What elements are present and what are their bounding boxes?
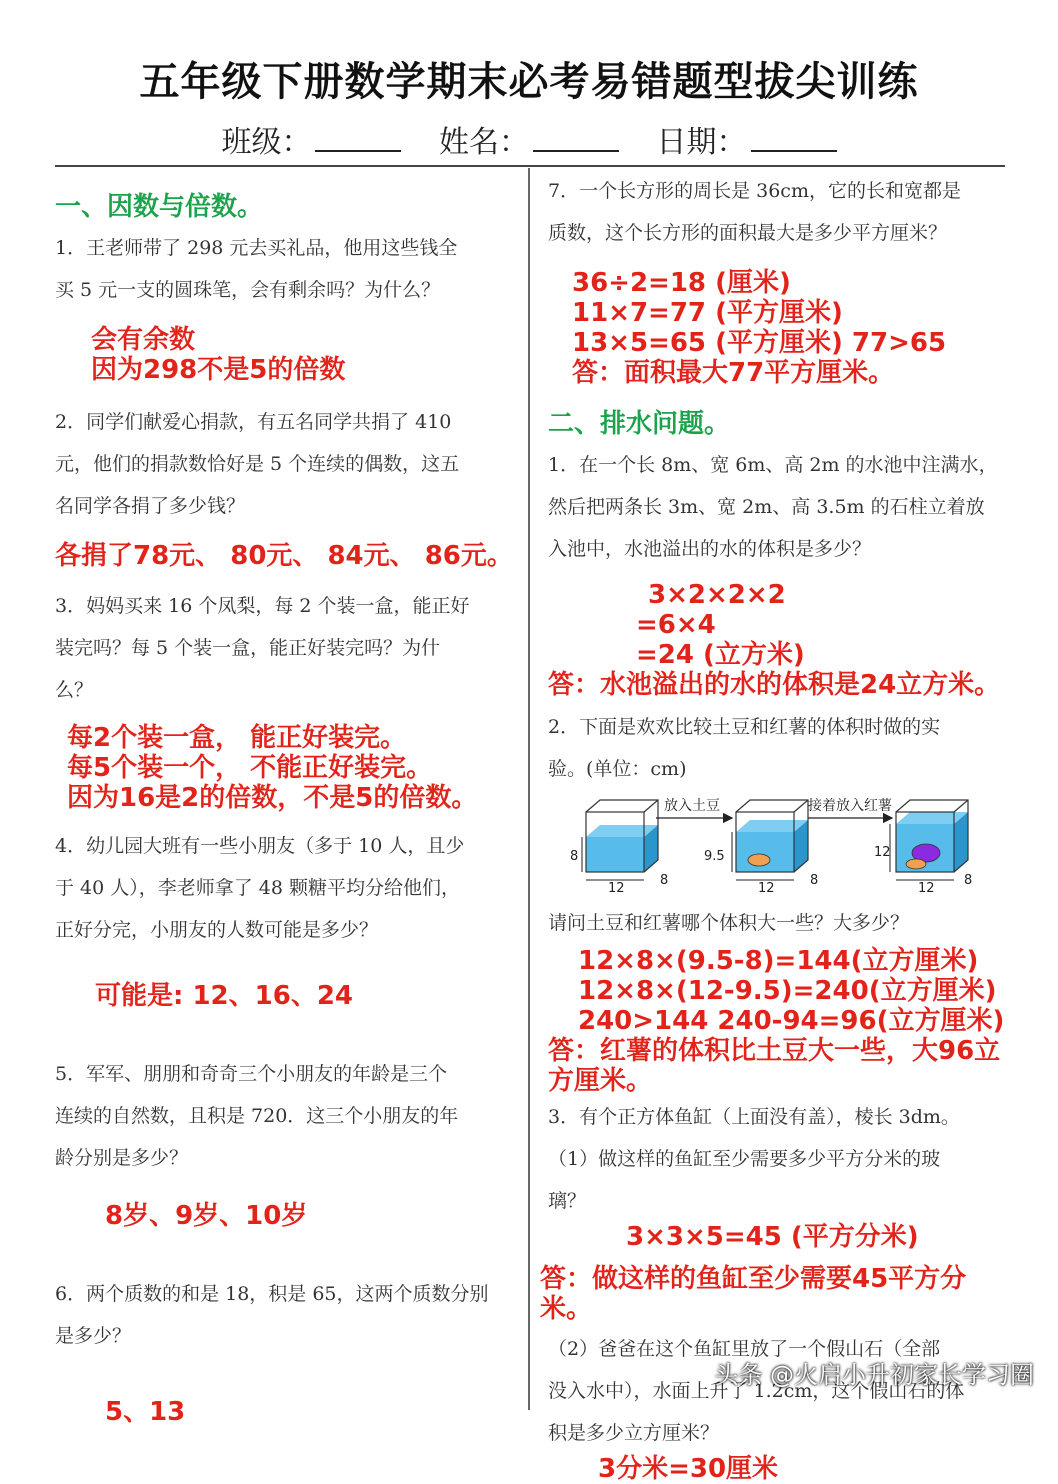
question-4-line: 4．幼儿园大班有一些小朋友（多于 10 人，且少 [55, 835, 465, 857]
question-2-line: 元，他们的捐款数恰好是 5 个连续的偶数，这五 [55, 453, 460, 475]
problem-2-answer-line: 答：红薯的体积比土豆大一些，大96立 [548, 1036, 1001, 1066]
answer-3-line: 因为16是2的倍数，不是5的倍数。 [67, 783, 478, 813]
question-3-line: 3．妈妈买来 16 个凤梨，每 2 个装一盒，能正好 [55, 595, 470, 617]
question-1-line: 买 5 元一支的圆珠笔，会有剩余吗？为什么？ [55, 279, 441, 301]
class-label: 班级： [221, 125, 312, 160]
page-title: 五年级下册数学期末必考易错题型拔尖训练 [139, 59, 919, 105]
container-with-sweet-potato [896, 800, 968, 872]
problem-3a-final-answer: 答：做这样的鱼缸至少需要45平方分米。 [540, 1264, 967, 1324]
problem-3a-line: （1）做这样的鱼缸至少需要多少平方分米的玻 [548, 1148, 941, 1170]
problem-2-answer-line: 12×8×(12-9.5)=240(立方厘米) [578, 976, 997, 1006]
arrow-label-potato: 放入土豆 [664, 798, 720, 814]
problem-3b-answer: 3分米=30厘米 [598, 1454, 779, 1484]
container-empty [586, 800, 658, 872]
answer-2: 各捐了78元、 80元、 84元、 86元。 [55, 541, 513, 571]
answer-7-line: 13×5=65 (平方厘米) 77>65 [572, 328, 947, 358]
class-field[interactable] [221, 117, 401, 161]
question-6-line: 6．两个质数的和是 18，积是 65，这两个质数分别 [55, 1283, 489, 1305]
section-heading-factors: 一、因数与倍数。 [55, 192, 264, 222]
date-field[interactable] [657, 117, 837, 161]
class-blank[interactable] [315, 124, 401, 152]
section-heading-drainage: 二、排水问题。 [548, 409, 731, 439]
right-column [540, 170, 1018, 1484]
answer-7-line: 答：面积最大77平方厘米。 [572, 358, 895, 388]
header-divider [55, 165, 1005, 167]
question-3-line: 装完吗？每 5 个装一盒，能正好装完吗？为什 [55, 637, 441, 659]
problem-2-answer-line: 12×8×(9.5-8)=144(立方厘米) [578, 946, 979, 976]
question-6-line: 是多少？ [55, 1325, 132, 1347]
problem-2-line: 2．下面是欢欢比较土豆和红薯的体积时做的实 [548, 716, 941, 738]
column-divider [528, 168, 530, 1410]
question-4-line: 正好分完，小朋友的人数可能是多少？ [55, 919, 379, 941]
name-field[interactable] [439, 117, 619, 161]
question-3-line: 么？ [55, 679, 94, 701]
question-5-line: 龄分别是多少？ [55, 1147, 189, 1169]
height-label-1: 8 [570, 849, 579, 864]
problem-1-final-answer: 答：水池溢出的水的体积是24立方米。 [548, 670, 1001, 700]
student-info-line [0, 117, 1058, 161]
question-2-line: 2．同学们献爱心捐款，有五名同学共捐了 410 [55, 411, 452, 433]
question-7-line: 7．一个长方形的周长是 36cm，它的长和宽都是 [548, 180, 961, 202]
date-label: 日期： [656, 125, 747, 160]
date-blank[interactable] [751, 124, 837, 152]
answer-6: 5、13 [105, 1397, 186, 1427]
length-label-1: 12 [608, 881, 625, 896]
question-4-line: 于 40 人），李老师拿了 48 颗糖平均分给他们， [55, 877, 461, 899]
name-blank[interactable] [533, 124, 619, 152]
problem-1-answer-line: =24 (立方米) [636, 640, 805, 670]
problem-2-answer-line: 方厘米。 [548, 1066, 653, 1096]
problem-3b-line: 积是多少立方厘米？ [548, 1422, 720, 1444]
container-with-potato [736, 800, 808, 872]
problem-3a-line: 璃？ [548, 1190, 587, 1212]
answer-3-line: 每2个装一盒， 能正好装完。 [67, 723, 407, 753]
problem-1-line: 入池中，水池溢出的水的体积是多少？ [548, 538, 872, 560]
left-column [55, 170, 515, 1427]
problem-3-stem: 3．有个正方体鱼缸（上面没有盖），棱长 3dm。 [548, 1106, 960, 1128]
height-label-3: 12 [874, 845, 891, 860]
answer-7-line: 36÷2=18 (厘米) [572, 268, 791, 298]
width-label-3: 8 [964, 873, 973, 888]
length-label-3: 12 [918, 881, 935, 896]
height-label-2: 9.5 [704, 849, 725, 864]
answer-3-line: 每5个装一个， 不能正好装完。 [67, 753, 433, 783]
watermark: 头条 @火启小升初家长学习圈 [714, 1361, 1034, 1389]
problem-2-answer-line: 240>144 240-94=96(立方厘米) [578, 1006, 1005, 1036]
width-label-1: 8 [660, 873, 669, 888]
question-5-line: 连续的自然数，且积是 720．这三个小朋友的年 [55, 1105, 459, 1127]
question-7-line: 质数，这个长方形的面积最大是多少平方厘米？ [548, 222, 948, 244]
experiment-diagram [556, 792, 976, 902]
answer-5: 8岁、9岁、10岁 [105, 1201, 308, 1231]
answer-1-line: 会有余数 [91, 325, 196, 355]
question-2-line: 名同学各捐了多少钱？ [55, 495, 246, 517]
problem-2-line: 验。(单位：cm) [548, 758, 687, 780]
problem-3b-line: （2）爸爸在这个鱼缸里放了一个假山石（全部 [548, 1338, 941, 1360]
problem-1-answer-line: 3×2×2×2 [648, 580, 786, 610]
question-1-line: 1．王老师带了 298 元去买礼品，他用这些钱全 [55, 237, 458, 259]
question-5-line: 5．军军、朋朋和奇奇三个小朋友的年龄是三个 [55, 1063, 448, 1085]
answer-7-line: 11×7=77 (平方厘米) [572, 298, 843, 328]
answer-4: 可能是: 12、16、24 [95, 981, 353, 1011]
problem-3a-answer: 3×3×5=45 (平方分米) [626, 1222, 919, 1252]
length-label-2: 12 [758, 881, 775, 896]
problem-1-line: 1．在一个长 8m、宽 6m、高 2m 的水池中注满水， [548, 454, 998, 476]
problem-1-answer-line: =6×4 [636, 610, 716, 640]
width-label-2: 8 [810, 873, 819, 888]
name-label: 姓名： [439, 125, 529, 160]
answer-1-line: 因为298不是5的倍数 [91, 355, 346, 385]
arrow-label-sweet-potato: 接着放入红薯 [808, 798, 892, 814]
experiment-diagram-svg [556, 792, 976, 902]
problem-3b-line: 没入水中），水面上升了 1.2cm，这个假山石的体 [548, 1380, 965, 1402]
problem-2-question: 请问土豆和红薯哪个体积大一些？大多少？ [548, 912, 910, 934]
problem-1-line: 然后把两条长 3m、宽 2m、高 3.5m 的石柱立着放 [548, 496, 985, 518]
